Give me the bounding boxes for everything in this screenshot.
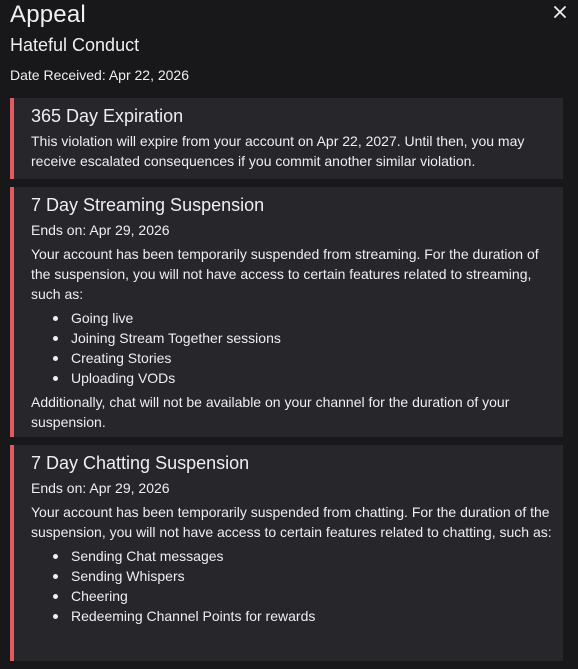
ends-on-date: Ends on: Apr 29, 2026	[31, 222, 170, 238]
expiration-card	[10, 98, 563, 179]
card-title: 365 Day Expiration	[31, 106, 184, 126]
ends-on-date: Ends on: Apr 29, 2026	[31, 480, 170, 496]
streaming-suspension-card	[10, 187, 563, 437]
card-additional-note: Additionally, chat will not be available on your channel for the duration of your suspension.	[31, 394, 510, 430]
consequence-list	[10, 98, 563, 669]
restricted-features-list	[31, 308, 553, 388]
list-item: Uploading VODs	[53, 368, 553, 388]
list-item: Sending Chat messages	[53, 546, 553, 566]
card-title: 7 Day Streaming Suspension	[31, 195, 265, 215]
card-body: Your account has been temporarily suspended from chatting. For the duration of the suspension, you will not have access to certain features related to chatting, such as:	[31, 504, 552, 540]
list-item: Joining Stream Together sessions	[53, 328, 553, 348]
list-item: Creating Stories	[53, 348, 553, 368]
close-button[interactable]	[550, 2, 570, 22]
date-received: Date Received: Apr 22, 2026	[10, 67, 190, 83]
restricted-features-list	[31, 546, 553, 626]
list-item: Going live	[53, 308, 553, 328]
card-title: 7 Day Chatting Suspension	[31, 453, 250, 473]
list-item: Sending Whispers	[53, 566, 553, 586]
close-icon	[554, 6, 566, 18]
card-body: This violation will expire from your account on Apr 22, 2027. Until then, you may receive escalated consequences if you commit another similar violation.	[31, 133, 525, 169]
chatting-suspension-card	[10, 445, 563, 661]
list-item: Redeeming Channel Points for rewards	[53, 606, 553, 626]
modal-header	[0, 0, 578, 84]
list-item: Cheering	[53, 586, 553, 606]
page-title: Appeal	[10, 1, 86, 28]
card-body: Your account has been temporarily suspended from streaming. For the duration of the suspension, you will not have access to certain features related to streaming, such as:	[31, 246, 539, 302]
violation-type: Hateful Conduct	[10, 35, 140, 55]
